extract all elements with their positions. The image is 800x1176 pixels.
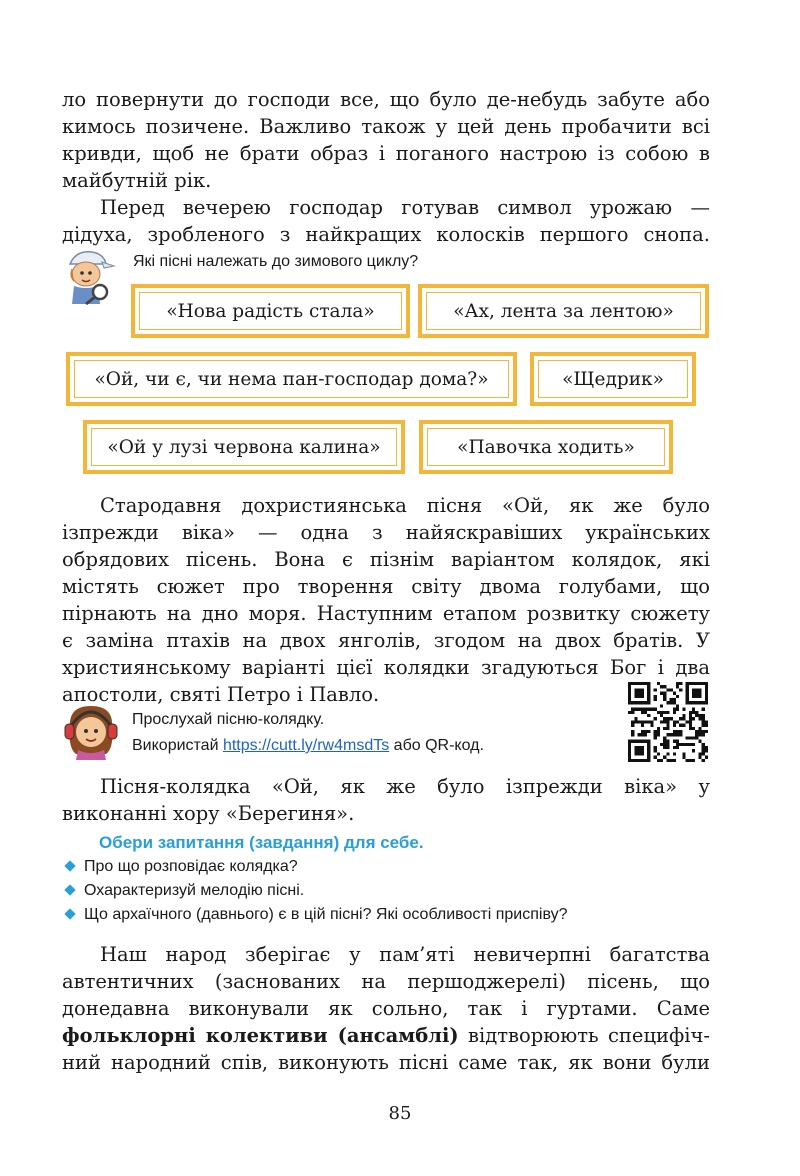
song-option[interactable] xyxy=(66,352,517,406)
tasks-title: Обери запитання (завдання) для себе. xyxy=(99,833,424,852)
text-line: християнському варіанті цієї колядки згадуються Бог і два xyxy=(62,656,710,679)
paragraph-choir xyxy=(62,773,710,827)
bold-term: фольклорні колективи (ансамблі) xyxy=(62,1024,459,1047)
listen-instruction: Прослухай пісню-колядку. xyxy=(132,711,325,728)
song-option-label: «Ой, чи є, чи нема пан-господар дома?» xyxy=(94,368,489,390)
text-line: Пісня-колядка «Ой, як же було ізпрежди віка» у xyxy=(100,775,710,798)
text-line: Стародавня дохристиянська пісня «Ой, як же було xyxy=(100,494,710,517)
text-line: пірнають на дно моря. Наступним етапом розвитку сюжету xyxy=(62,602,710,625)
text-line: містять сюжет про творення світу двома голубами, що xyxy=(62,575,710,598)
paragraph-bottom xyxy=(62,941,710,1076)
text-line: автентичних (заснованих на першоджерелі) пісень, що xyxy=(62,970,710,993)
headphones-girl-icon xyxy=(62,700,120,760)
song-option-label: «Нова радість стала» xyxy=(166,300,375,322)
text-line: ло повернути до господи все, що було де-небудь забуте або xyxy=(62,88,710,111)
song-option[interactable] xyxy=(530,352,696,406)
song-option-label: «Ах, лента за лентою» xyxy=(453,300,674,322)
text-line: Перед вечерею господар готував символ урожаю — xyxy=(100,196,710,219)
listen-link-line xyxy=(132,737,484,755)
listen-suffix: або QR-код. xyxy=(389,737,484,754)
text-line: кривди, щоб не брати образ і поганого настрою із собою в xyxy=(62,142,710,165)
song-option[interactable] xyxy=(419,420,673,474)
text-line: кимось позичене. Важливо також у цей день пробачити всі xyxy=(62,115,710,138)
question-prompt: Які пісні належать до зимового циклу? xyxy=(133,253,419,270)
paragraph-top xyxy=(62,86,710,194)
song-option-label: «Щедрик» xyxy=(562,368,664,390)
text-line: донедавна виконували як сольно, так і гуртами. Саме xyxy=(62,997,710,1020)
text-line: ний народний спів, виконують пісні саме так, як вони були xyxy=(62,1051,710,1074)
paragraph-didukh xyxy=(62,194,710,248)
text-line: апостоли, святі Петро і Павло. xyxy=(62,683,380,706)
text-line: виконанні хору «Берегиня». xyxy=(62,802,355,825)
page-number: 85 xyxy=(388,1103,412,1124)
qr-code[interactable] xyxy=(628,682,708,762)
task-item: Про що розповідає колядка? xyxy=(66,858,298,876)
song-option-label: «Павочка ходить» xyxy=(457,436,635,458)
task-item: Охарактеризуй мелодію пісні. xyxy=(66,882,304,900)
detective-boy-icon xyxy=(56,246,120,308)
text-line: ізпрежди віка» — одна з найяскравіших українських xyxy=(62,521,710,544)
song-option[interactable] xyxy=(131,284,410,338)
diamond-bullet-icon xyxy=(64,860,75,871)
song-option[interactable] xyxy=(83,420,405,474)
text-line: майбутній рік. xyxy=(62,169,212,192)
paragraph-koliadka xyxy=(62,492,710,708)
song-option[interactable] xyxy=(418,284,709,338)
text-line: дідуха, зробленого з найкращих колосків першого снопа. xyxy=(62,223,710,246)
text-line: Наш народ зберігає у пам’яті невичерпні багатства xyxy=(100,943,710,966)
text-line: обрядових пісень. Вона є пізнім варіантом колядок, які xyxy=(62,548,710,571)
diamond-bullet-icon xyxy=(64,884,75,895)
listen-prefix: Використай xyxy=(132,737,223,754)
text-line: є заміна птахів на двох янголів, згодом на двох братів. У xyxy=(62,629,710,652)
song-link[interactable]: https://cutt.ly/rw4msdTs xyxy=(222,737,390,754)
diamond-bullet-icon xyxy=(64,908,75,919)
text-line: фольклорні колективи (ансамблі) відтворюють специфіч- xyxy=(62,1024,710,1047)
task-item: Що архаїчного (давнього) є в цій пісні? Які особливості приспіву? xyxy=(66,906,567,924)
song-option-label: «Ой у лузі червона калина» xyxy=(107,436,381,458)
